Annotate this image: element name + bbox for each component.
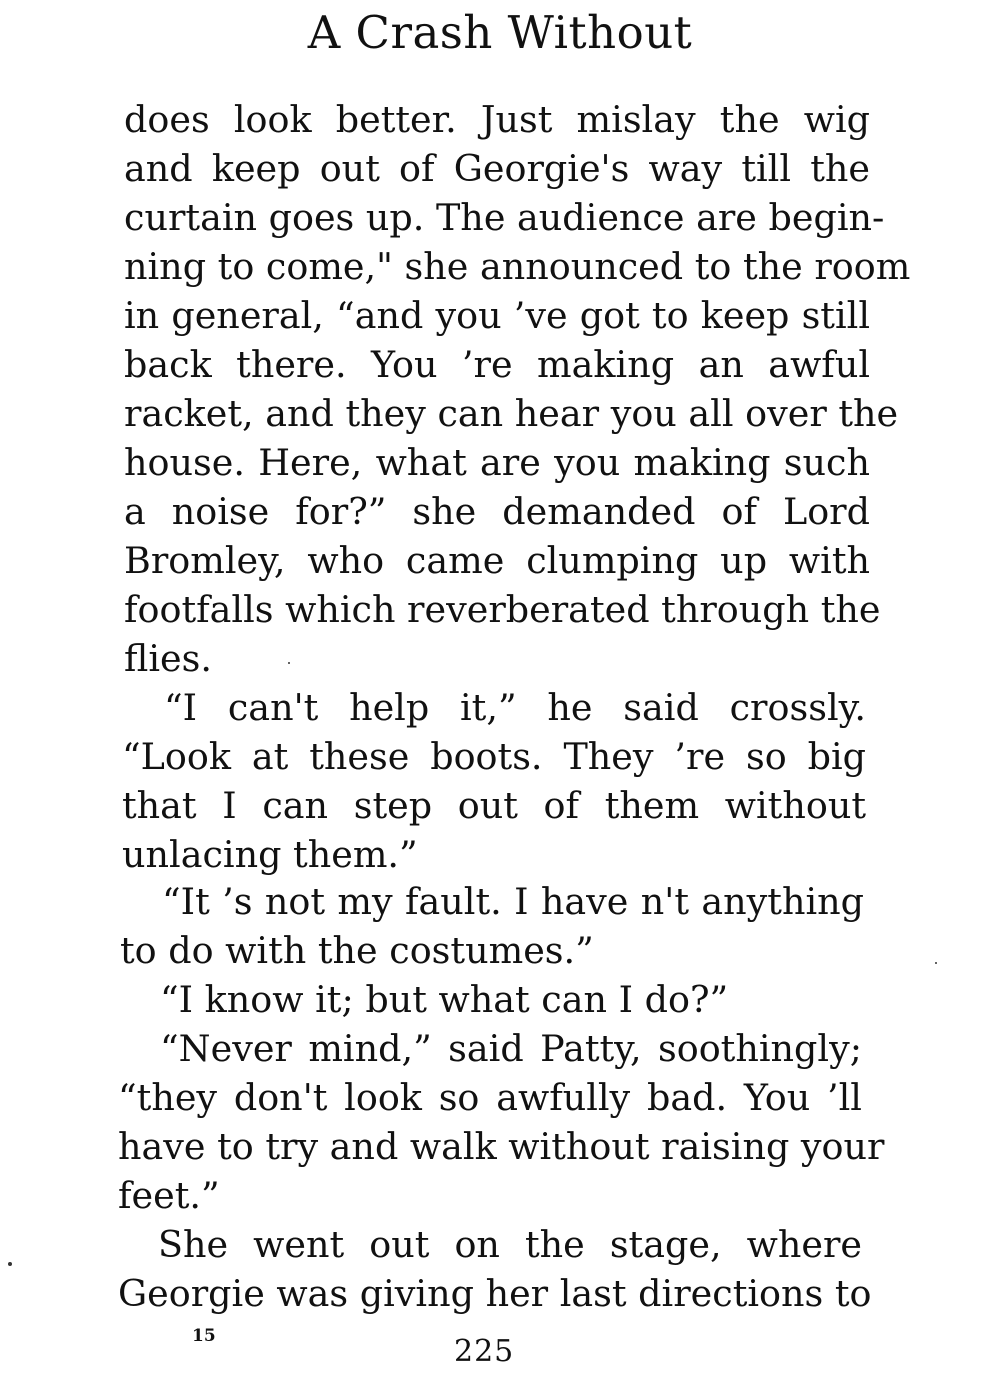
text-line: in general, “and you ’ve got to keep still xyxy=(124,294,870,337)
ink-speck xyxy=(8,1262,12,1266)
text-line: “I know it; but what can I do?” xyxy=(160,978,729,1021)
text-line: “they don't look so awfully bad. You ’ll xyxy=(118,1076,862,1119)
text-line: house. Here, what are you making such xyxy=(124,441,870,484)
text-line: Bromley, who came clumping up with xyxy=(124,539,870,582)
text-line: “It ’s not my fault. I have n't anything xyxy=(162,880,864,923)
page-number: 225 xyxy=(454,1334,515,1369)
text-line: “I can't help it,” he said crossly. xyxy=(164,686,866,729)
ink-speck xyxy=(288,662,290,664)
text-line: curtain goes up. The audience are begin- xyxy=(124,196,885,239)
text-line: racket, and they can hear you all over the xyxy=(124,392,899,435)
text-line: a noise for?” she demanded of Lord xyxy=(124,490,870,533)
text-line: that I can step out of them without xyxy=(122,784,866,827)
text-line: unlacing them.” xyxy=(122,833,418,876)
text-line: footfalls which reverberated through the xyxy=(124,588,881,631)
text-line: and keep out of Georgie's way till the xyxy=(124,147,870,190)
signature-mark: 15 xyxy=(192,1326,216,1346)
text-line: back there. You ’re making an awful xyxy=(124,343,870,386)
text-line: have to try and walk without raising your xyxy=(118,1125,885,1168)
text-line: ning to come," she announced to the room xyxy=(124,245,911,288)
text-line: “Look at these boots. They ’re so big xyxy=(122,735,866,778)
running-head: A Crash Without xyxy=(307,6,693,59)
text-line: She went out on the stage, where xyxy=(158,1223,862,1266)
text-line: to do with the costumes.” xyxy=(120,929,594,972)
text-line: feet.” xyxy=(118,1174,220,1217)
ink-speck xyxy=(935,962,937,964)
text-line: “Never mind,” said Patty, soothingly; xyxy=(160,1027,862,1070)
text-line: Georgie was giving her last directions to xyxy=(118,1272,872,1315)
text-line: does look better. Just mislay the wig xyxy=(124,98,870,141)
text-line: flies. xyxy=(124,637,212,680)
